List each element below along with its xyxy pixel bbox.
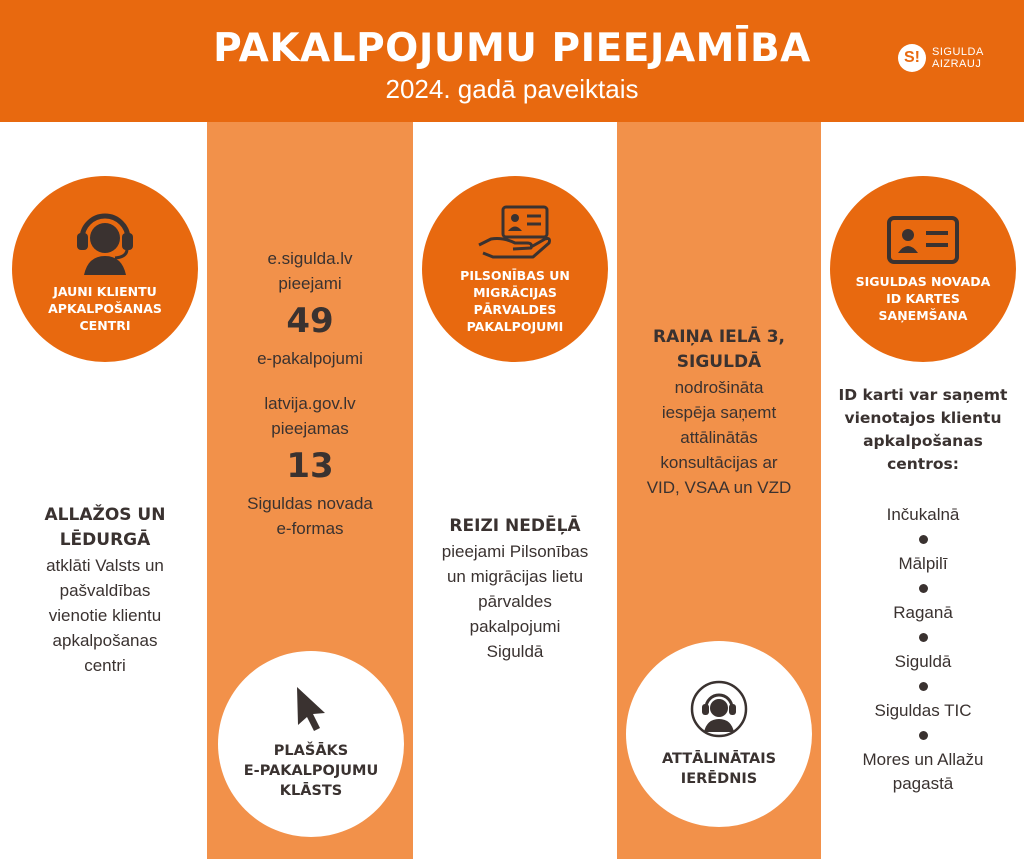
intro-line: centros: <box>887 455 959 473</box>
sigulda-logo <box>898 44 984 72</box>
logo-line-1: SIGULDA <box>932 46 984 58</box>
label-line: MIGRĀCIJAS <box>473 285 557 300</box>
label-line: APKALPOŠANAS <box>48 300 162 316</box>
text-line: nodrošināta <box>674 378 764 397</box>
intro-line: ID karti var saņemt <box>838 386 1008 404</box>
location-item: Siguldā <box>894 652 952 671</box>
e-services-label: e-pakalpojumi <box>257 349 363 368</box>
label-line: SIGULDAS NOVADA <box>855 273 991 289</box>
text-line: centri <box>84 656 126 675</box>
label-line: CENTRI <box>79 317 131 333</box>
portal-name: e.sigulda.lv <box>267 249 353 268</box>
label-line: KLĀSTS <box>279 783 343 799</box>
text-line: VID, VSAA un VZD <box>646 478 792 497</box>
location-item: Raganā <box>893 603 953 622</box>
logo-mark: S! <box>898 44 926 72</box>
remote-officer-circle <box>626 641 812 827</box>
bullet-dot <box>919 633 928 642</box>
text-line: pakalpojumi <box>469 617 561 636</box>
circle-label <box>244 741 378 801</box>
intro-line: apkalpošanas <box>863 432 983 450</box>
header-banner <box>0 0 1024 122</box>
new-service-centers-circle <box>12 176 198 362</box>
e-services-count: 49 <box>286 301 334 341</box>
e-services-stats <box>207 246 413 541</box>
headset-agent-icon <box>70 205 140 277</box>
label-line: PĀRVALDES <box>473 302 557 317</box>
headset-person-icon <box>689 679 749 739</box>
label-line: E-PAKALPOJUMU <box>243 763 379 779</box>
text-line: pieejami Pilsonības <box>441 542 589 561</box>
id-card-intro <box>822 384 1024 476</box>
heading-line: LĒDURGĀ <box>59 530 151 550</box>
intro-line: vienotajos klientu <box>844 409 1002 427</box>
remote-officer-description <box>617 325 821 500</box>
cursor-arrow-icon <box>291 683 331 733</box>
text-line: Siguldā <box>486 642 544 661</box>
text-line: un migrācijas lietu <box>446 567 584 586</box>
e-forms-label: e-formas <box>276 519 344 538</box>
label-line: PLAŠĀKS <box>273 743 349 759</box>
text-line: iespēja saņemt <box>661 403 777 422</box>
label-line: PILSONĪBAS UN <box>460 268 570 283</box>
bullet-dot <box>919 731 928 740</box>
logo-text <box>932 46 984 70</box>
circle-label <box>662 749 776 789</box>
citizenship-services-circle <box>422 176 608 362</box>
id-card-circle <box>830 176 1016 362</box>
text-line: konsultācijas ar <box>660 453 778 472</box>
label-line: PAKALPOJUMI <box>466 319 564 334</box>
text-line: atklāti Valsts un <box>46 556 164 575</box>
heading-line: RAIŅA IELĀ 3, <box>652 327 785 347</box>
new-centers-description <box>6 503 204 678</box>
portal-text: pieejami <box>278 274 342 293</box>
page-subtitle: 2024. gadā paveiktais <box>385 74 639 104</box>
label-line: ATTĀLINĀTAIS <box>661 751 777 767</box>
portal-text: pieejamas <box>271 419 349 438</box>
text-line: attālinātās <box>680 428 758 447</box>
bullet-dot <box>919 584 928 593</box>
location-item: Siguldas TIC <box>874 701 972 720</box>
location-item: pagastā <box>892 774 954 793</box>
circle-label <box>460 267 570 335</box>
location-item: Inčukalnā <box>886 505 960 524</box>
location-item: Mores un Allažu <box>862 750 984 769</box>
heading-line: REIZI NEDĒĻĀ <box>449 516 581 536</box>
id-card-icon <box>886 215 960 265</box>
label-line: IERĒDNIS <box>680 771 758 787</box>
bullet-dot <box>919 682 928 691</box>
page-title: PAKALPOJUMU PIEEJAMĪBA <box>213 26 811 71</box>
logo-line-2: AIZRAUJ <box>932 58 982 70</box>
id-card-locations <box>822 503 1024 796</box>
citizenship-description <box>414 514 616 664</box>
location-item: Mālpilī <box>898 554 948 573</box>
label-line: SAŅEMŠANA <box>878 307 968 323</box>
heading-line: ALLAŽOS UN <box>44 505 166 525</box>
text-line: pašvaldības <box>59 581 151 600</box>
label-line: JAUNI KLIENTU <box>53 283 157 299</box>
e-forms-label: Siguldas novada <box>247 494 373 513</box>
circle-label <box>48 283 162 334</box>
circle-label <box>856 273 991 324</box>
text-line: apkalpošanas <box>52 631 158 650</box>
e-forms-count: 13 <box>286 446 334 486</box>
label-line: ID KARTES <box>886 290 960 306</box>
portal-name: latvija.gov.lv <box>264 394 356 413</box>
id-card-hand-icon <box>475 203 555 263</box>
text-line: vienotie klientu <box>48 606 162 625</box>
text-line: pārvaldes <box>478 592 552 611</box>
bullet-dot <box>919 535 928 544</box>
e-services-circle <box>218 651 404 837</box>
heading-line: SIGULDĀ <box>676 352 762 372</box>
